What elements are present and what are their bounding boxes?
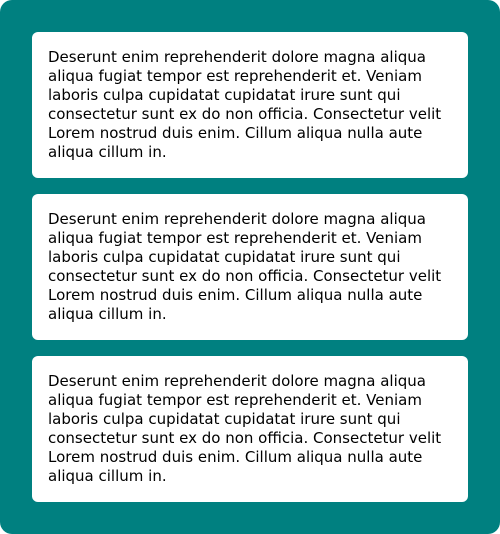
card-text: Deserunt enim reprehenderit dolore magna aliqua aliqua fugiat tempor est reprehenderit et. Veniam laboris culpa cupidatat cupidatat irure sunt qui consectetur sunt ex do non officia. Consectetur velit Lorem nostrud duis enim. Cillum aliqua nulla aute aliqua cillum in. [48, 372, 442, 485]
text-card-1 [32, 32, 468, 178]
text-card-3 [32, 356, 468, 502]
card-text: Deserunt enim reprehenderit dolore magna aliqua aliqua fugiat tempor est reprehenderit et. Veniam laboris culpa cupidatat cupidatat irure sunt qui consectetur sunt ex do non officia. Consectetur velit Lorem nostrud duis enim. Cillum aliqua nulla aute aliqua cillum in. [48, 210, 442, 323]
card-text: Deserunt enim reprehenderit dolore magna aliqua aliqua fugiat tempor est reprehenderit et. Veniam laboris culpa cupidatat cupidatat irure sunt qui consectetur sunt ex do non officia. Consectetur velit Lorem nostrud duis enim. Cillum aliqua nulla aute aliqua cillum in. [48, 48, 442, 161]
text-card-2 [32, 194, 468, 340]
